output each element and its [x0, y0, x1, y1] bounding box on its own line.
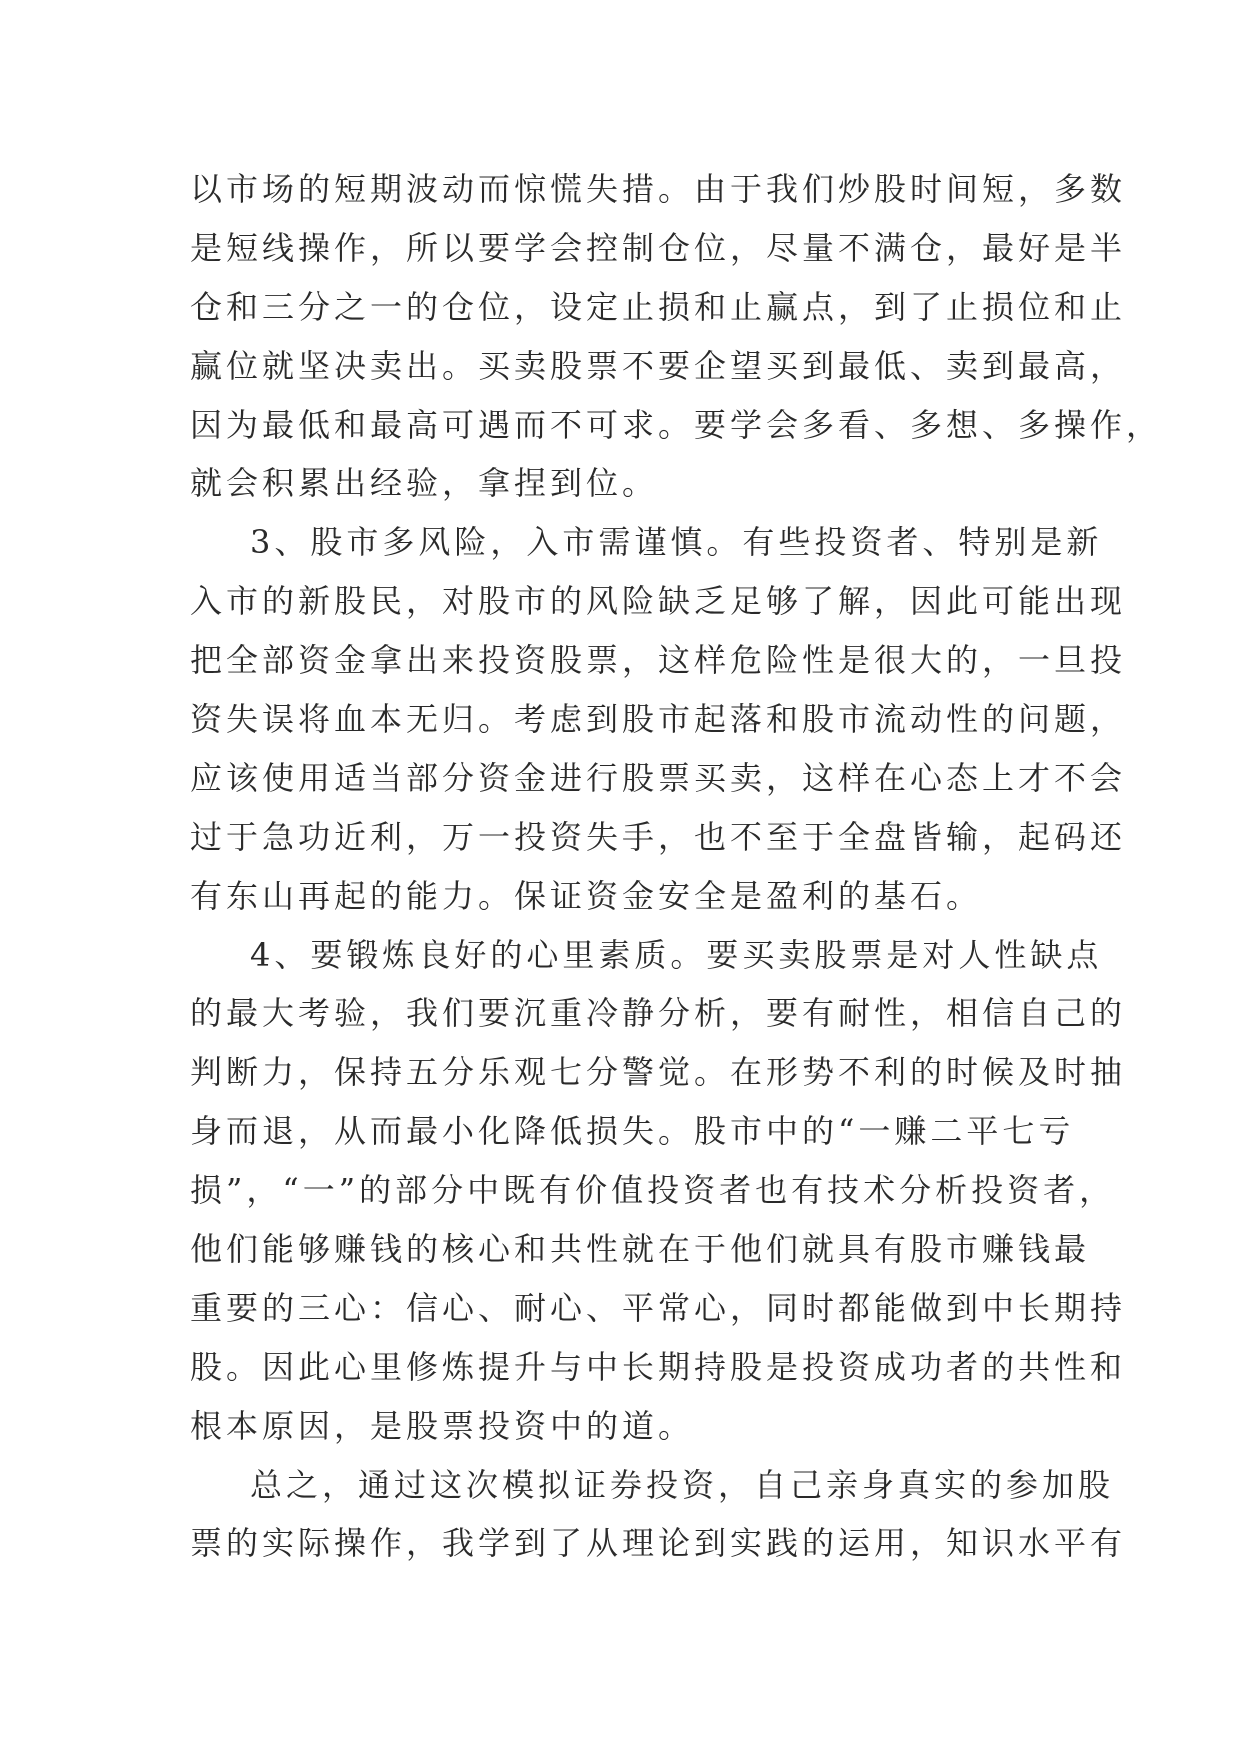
text-line: 是短线操作，所以要学会控制仓位，尽量不满仓，最好是半 [190, 228, 1127, 267]
paragraph-summary-start: 总之，通过这次模拟证券投资，自己亲身真实的参加股 [250, 1465, 1115, 1504]
text-line: 重要的三心：信心、耐心、平常心，同时都能做到中长期持 [190, 1288, 1127, 1327]
text-line: 以市场的短期波动而惊慌失措。由于我们炒股时间短，多数 [190, 170, 1127, 208]
paragraph-3-start: 3、股市多风险，入市需谨慎。有些投资者、特别是新 [250, 523, 1103, 562]
text-line: 损”，“一”的部分中既有价值投资者也有技术分析投资者， [190, 1171, 1116, 1210]
text-line: 有东山再起的能力。保证资金安全是盈利的基石。 [190, 876, 983, 915]
paragraph-4-start: 4、要锻炼良好的心里素质。要买卖股票是对人性缺点 [250, 935, 1103, 974]
text-line: 仓和三分之一的仓位，设定止损和止赢点，到了止损位和止 [190, 287, 1127, 326]
text-line: 就会积累出经验，拿捏到位。 [190, 464, 659, 503]
text-line: 因为最低和最高可遇而不可求。要学会多看、多想、多操作， [190, 405, 1163, 444]
text-line: 根本原因，是股票投资中的道。 [190, 1406, 695, 1445]
text-line: 票的实际操作，我学到了从理论到实践的运用，知识水平有 [190, 1524, 1127, 1563]
body-text [190, 160, 1163, 1573]
text-line: 的最大考验，我们要沉重冷静分析，要有耐性，相信自己的 [190, 994, 1127, 1033]
text-line: 应该使用适当部分资金进行股票买卖，这样在心态上才不会 [190, 758, 1127, 797]
text-line: 把全部资金拿出来投资股票，这样危险性是很大的，一旦投 [190, 641, 1127, 680]
text-line: 资失误将血本无归。考虑到股市起落和股市流动性的问题， [190, 700, 1127, 739]
text-line: 赢位就坚决卖出。买卖股票不要企望买到最低、卖到最高， [190, 346, 1127, 385]
text-line: 判断力，保持五分乐观七分警觉。在形势不利的时候及时抽 [190, 1053, 1127, 1092]
text-line: 他们能够赚钱的核心和共性就在于他们就具有股市赚钱最 [190, 1230, 1091, 1269]
text-line: 股。因此心里修炼提升与中长期持股是投资成功者的共性和 [190, 1347, 1127, 1386]
text-line: 过于急功近利，万一投资失手，也不至于全盘皆输，起码还 [190, 817, 1127, 856]
text-line: 身而退，从而最小化降低损失。股市中的“一赚二平七亏 [190, 1112, 1075, 1151]
text-line: 入市的新股民，对股市的风险缺乏足够了解，因此可能出现 [190, 582, 1127, 621]
